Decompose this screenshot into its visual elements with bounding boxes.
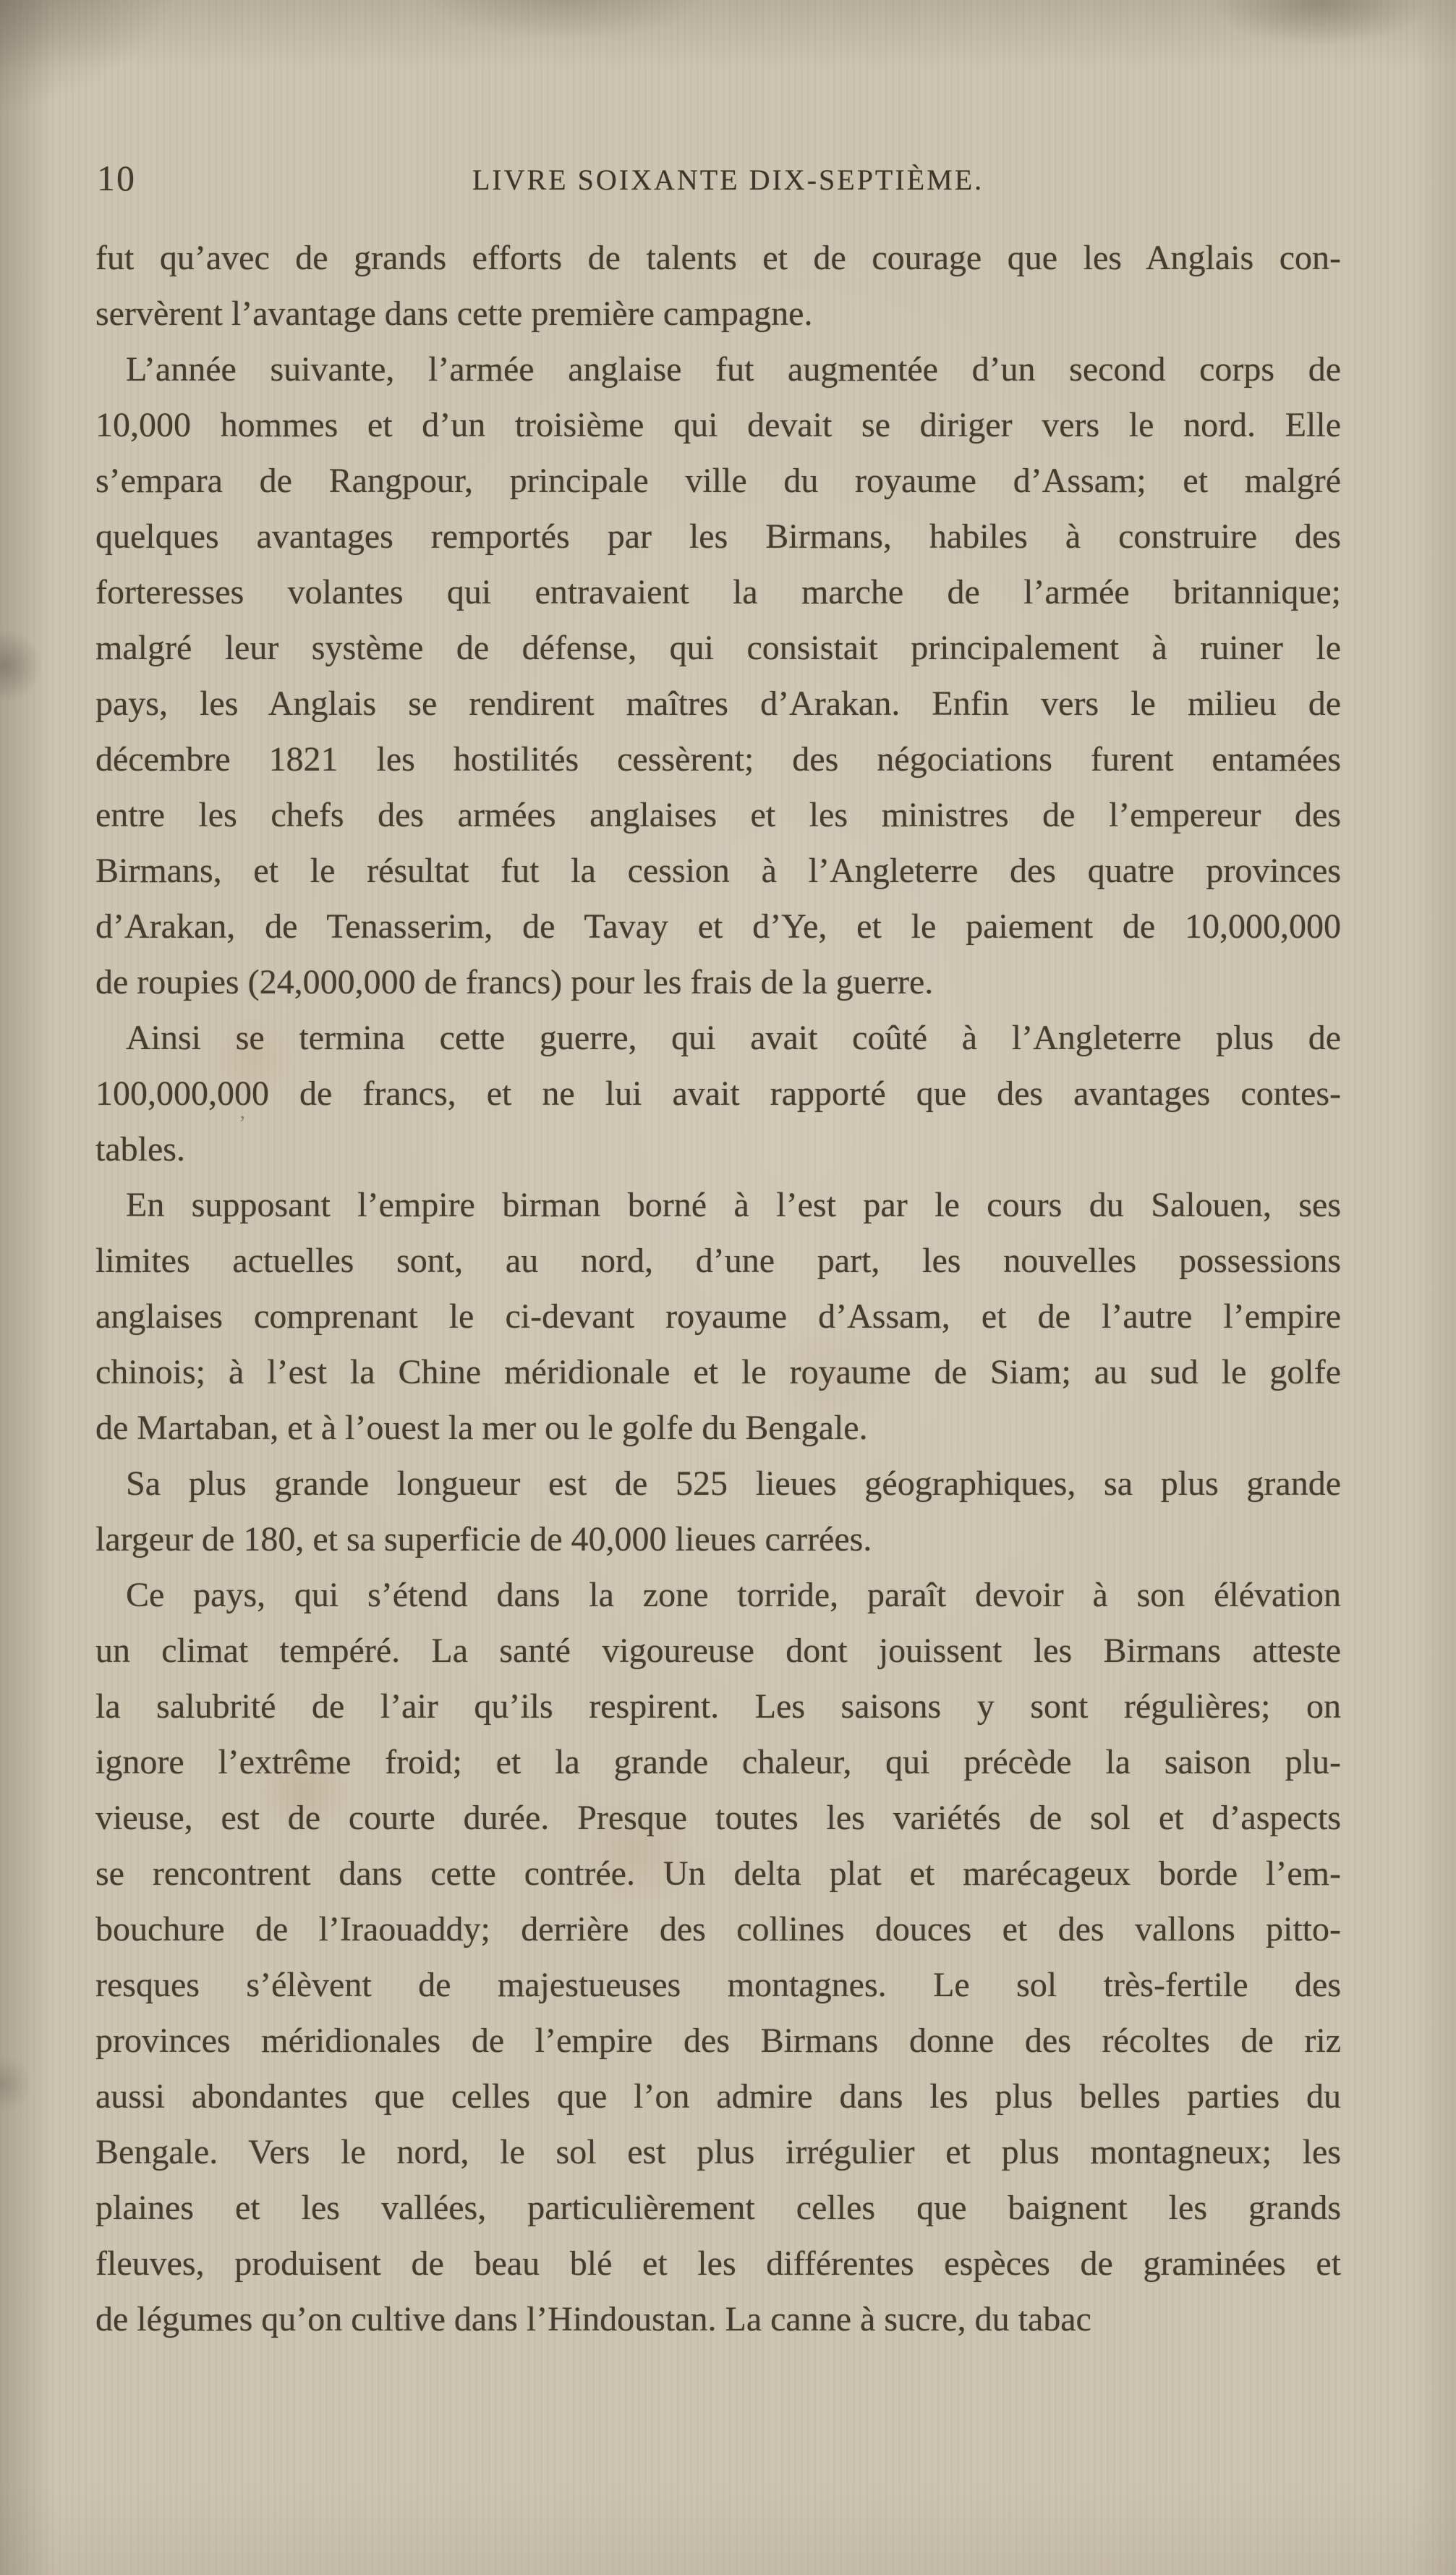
text-line: forteresses volantes qui entravaient la marche de l’armée britannique;	[95, 573, 1341, 611]
text-line: 10,000 hommes et d’un troisième qui devait se diriger vers le nord. Elle	[95, 406, 1341, 444]
text-line: quelques avantages remportés par les Birmans, habiles à construire des	[95, 517, 1341, 556]
text-line: anglaises comprenant le ci-devant royaume d’Assam, et de l’autre l’empire	[95, 1297, 1341, 1336]
text-line: En supposant l’empire birman borné à l’est par le cours du Salouen, ses	[126, 1186, 1341, 1224]
print-artifact-mark: ’	[239, 1111, 246, 1135]
body-text	[95, 230, 1341, 2347]
text-line: bouchure de l’Iraouaddy; derrière des collines douces et des vallons pitto-	[95, 1910, 1341, 1948]
text-line: entre les chefs des armées anglaises et les ministres de l’empereur des	[95, 796, 1341, 834]
text-line: aussi abondantes que celles que l’on admire dans les plus belles parties du	[95, 2077, 1341, 2116]
running-title: LIVRE SOIXANTE DIX-SEPTIÈME.	[472, 164, 984, 196]
text-line: ignore l’extrême froid; et la grande chaleur, qui précède la saison plu-	[95, 1743, 1341, 1781]
text-line: limites actuelles sont, au nord, d’une part, les nouvelles possessions	[95, 1242, 1341, 1280]
text-line: Birmans, et le résultat fut la cession à l’Angleterre des quatre provinces	[95, 852, 1341, 890]
text-line: servèrent l’avantage dans cette première campagne.	[95, 294, 813, 333]
text-line: se rencontrent dans cette contrée. Un delta plat et marécageux borde l’em-	[95, 1854, 1341, 1893]
page-number: 10	[97, 158, 136, 198]
text-line: fut qu’avec de grands efforts de talents et de courage que les Anglais con-	[95, 239, 1341, 277]
text-line: d’Arakan, de Tenasserim, de Tavay et d’Ye, et le paiement de 10,000,000	[95, 907, 1341, 946]
text-line: Sa plus grande longueur est de 525 lieues géographiques, sa plus grande	[126, 1464, 1341, 1503]
text-line: fleuves, produisent de beau blé et les différentes espèces de graminées et	[95, 2244, 1341, 2283]
text-line: la salubrité de l’air qu’ils respirent. Les saisons y sont régulières; on	[95, 1687, 1341, 1726]
text-line: malgré leur système de défense, qui consistait principalement à ruiner le	[95, 629, 1341, 667]
text-line: vieuse, est de courte durée. Presque toutes les variétés de sol et d’aspects	[95, 1799, 1341, 1837]
text-line: L’année suivante, l’armée anglaise fut augmentée d’un second corps de	[126, 350, 1341, 389]
text-line: 100,000,000 de francs, et ne lui avait rapporté que des avantages contes-	[95, 1074, 1341, 1113]
text-line: Ce pays, qui s’étend dans la zone torride, paraît devoir à son élévation	[126, 1576, 1341, 1614]
text-line: largeur de 180, et sa superficie de 40,000 lieues carrées.	[95, 1520, 872, 1558]
text-line: provinces méridionales de l’empire des Birmans donne des récoltes de riz	[95, 2022, 1341, 2060]
text-line: de Martaban, et à l’ouest la mer ou le golfe du Bengale.	[95, 1409, 868, 1447]
text-line: un climat tempéré. La santé vigoureuse dont jouissent les Birmans atteste	[95, 1632, 1341, 1670]
text-line: plaines et les vallées, particulièrement celles que baignent les grands	[95, 2189, 1341, 2227]
text-line: resques s’élèvent de majestueuses montagnes. Le sol très-fertile des	[95, 1966, 1341, 2004]
text-line: de légumes qu’on cultive dans l’Hindoustan. La canne à sucre, du tabac	[95, 2300, 1091, 2338]
text-line: décembre 1821 les hostilités cessèrent; des négociations furent entamées	[95, 740, 1341, 779]
text-line: pays, les Anglais se rendirent maîtres d’Arakan. Enfin vers le milieu de	[95, 684, 1341, 723]
text-line: Ainsi se termina cette guerre, qui avait coûté à l’Angleterre plus de	[126, 1019, 1341, 1057]
text-line: s’empara de Rangpour, principale ville du royaume d’Assam; et malgré	[95, 462, 1341, 500]
text-line: tables.	[95, 1130, 185, 1168]
text-line: chinois; à l’est la Chine méridionale et le royaume de Siam; au sud le golfe	[95, 1353, 1341, 1391]
text-line: de roupies (24,000,000 de francs) pour les frais de la guerre.	[95, 963, 934, 1001]
text-line: Bengale. Vers le nord, le sol est plus irrégulier et plus montagneux; les	[95, 2133, 1341, 2171]
